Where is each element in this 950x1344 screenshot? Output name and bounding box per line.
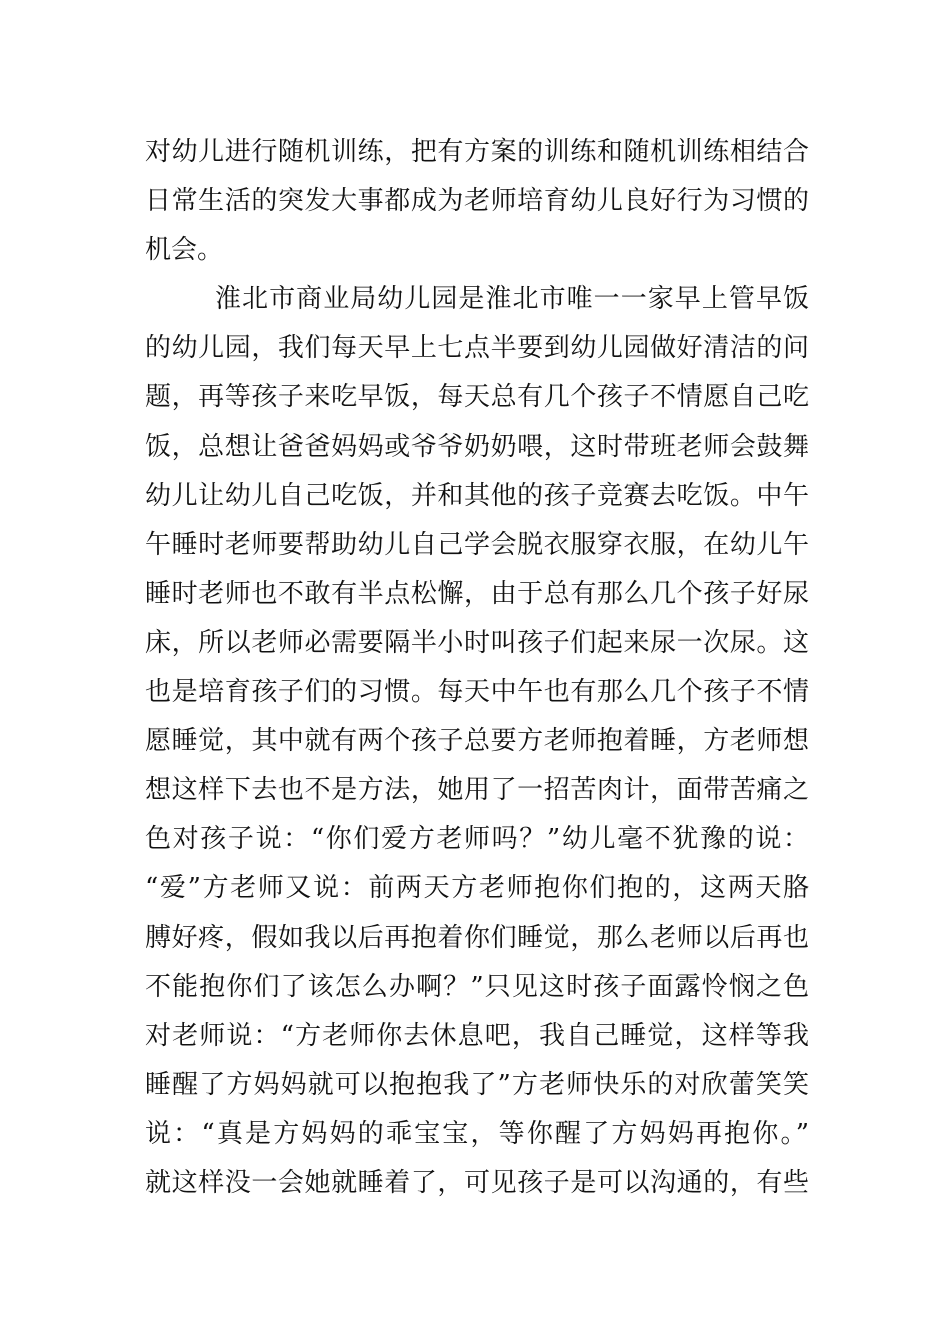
text-line: 题，再等孩子来吃早饭，每天总有几个孩子不情愿自己吃 [145,382,809,413]
text-line: “爱”方老师又说：前两天方老师抱你们抱的，这两天胳 [145,873,809,904]
text-line: 睡时老师也不敢有半点松懈，由于总有那么几个孩子好尿 [145,578,809,609]
text-line: 想这样下去也不是方法，她用了一招苦肉计，面带苦痛之 [145,775,809,806]
text-line: 机会。 [145,235,224,266]
text-line: 色对孩子说：“你们爱方老师吗？”幼儿毫不犹豫的说： [145,824,809,855]
text-line: 床，所以老师必需要隔半小时叫孩子们起来尿一次尿。这 [145,627,809,658]
text-line: 也是培育孩子们的习惯。每天中午也有那么几个孩子不情 [145,677,809,708]
text-line: 对老师说：“方老师你去休息吧，我自己睡觉，这样等我 [145,1020,809,1051]
text-line: 睡醒了方妈妈就可以抱抱我了”方老师快乐的对欣蕾笑笑 [145,1069,809,1100]
text-line: 说：“真是方妈妈的乖宝宝，等你醒了方妈妈再抱你。” [145,1118,809,1149]
text-line: 愿睡觉，其中就有两个孩子总要方老师抱着睡，方老师想 [145,726,809,757]
text-line: 日常生活的突发大事都成为老师培育幼儿良好行为习惯的 [145,186,809,217]
text-line: 不能抱你们了该怎么办啊？”只见这时孩子面露怜悯之色 [145,971,809,1002]
text-line: 饭，总想让爸爸妈妈或爷爷奶奶喂，这时带班老师会鼓舞 [145,431,809,462]
text-line: 对幼儿进行随机训练，把有方案的训练和随机训练相结合 [145,137,809,167]
text-line: 午睡时老师要帮助幼儿自己学会脱衣服穿衣服，在幼儿午 [145,529,809,560]
paragraph-first-line: 淮北市商业局幼儿园是淮北市唯一一家早上管早饭 [215,284,809,315]
text-line: 膊好疼，假如我以后再抱着你们睡觉，那么老师以后再也 [145,922,809,953]
text-line: 的幼儿园，我们每天早上七点半要到幼儿园做好清洁的问 [145,333,809,364]
text-line: 就这样没一会她就睡着了，可见孩子是可以沟通的，有些 [145,1167,809,1198]
text-line: 幼儿让幼儿自己吃饭，并和其他的孩子竞赛去吃饭。中午 [145,480,809,511]
body-text [145,128,809,1208]
